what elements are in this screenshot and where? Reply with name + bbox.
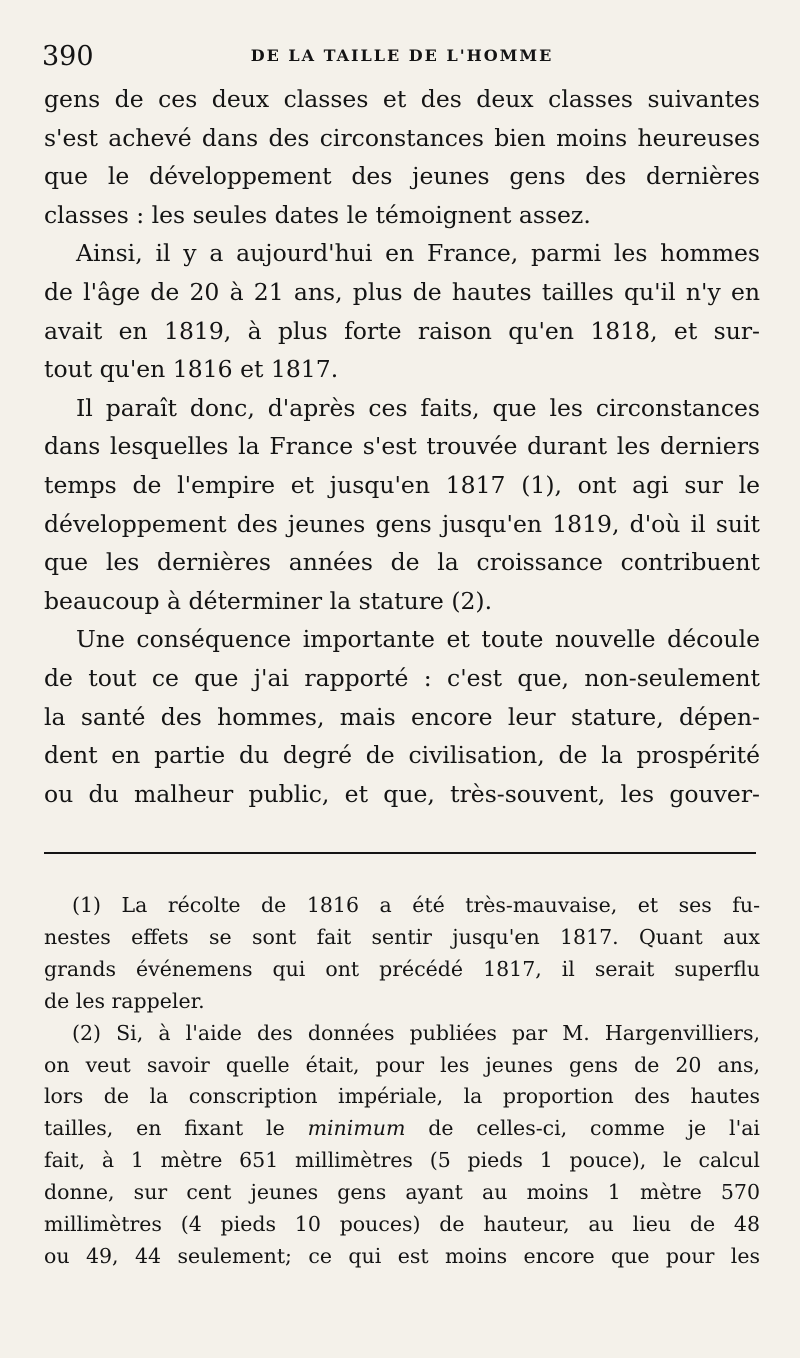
text-line: Une conséquence importante et toute nouvelle découle [76, 625, 760, 654]
text-line: temps de l'empire et jusqu'en 1817 (1), ont agi sur le [44, 470, 760, 499]
footnote-line [44, 1113, 760, 1145]
text-line: développement des jeunes gens jusqu'en 1819, d'où il suit [44, 509, 760, 538]
footnote-line: millimètres (4 pieds 10 pouces) de hauteur, au lieu de 48 [44, 1212, 760, 1237]
text-line: la santé des hommes, mais encore leur stature, dépen- [44, 702, 760, 731]
text-line: que les dernières années de la croissance contribuent [44, 548, 760, 577]
text-line: dans lesquelles la France s'est trouvée durant les derniers [44, 432, 760, 461]
page-header [42, 38, 762, 74]
text-line: gens de ces deux classes et des deux classes suivantes [44, 85, 760, 113]
text-line: Ainsi, il y a aujourd'hui en France, parmi les hommes [76, 239, 760, 268]
footnote-line: nestes effets se sont fait sentir jusqu'en 1817. Quant aux [44, 924, 760, 949]
text-line: beaucoup à déterminer la stature (2). [44, 586, 493, 615]
footnote-italic-word: minimum [307, 1116, 406, 1141]
footnote-line: de les rappeler. [44, 988, 205, 1013]
footnote-line: ou 49, 44 seulement; ce qui est moins encore que pour les [44, 1243, 760, 1268]
footnote-line: donne, sur cent jeunes gens ayant au moins 1 mètre 570 [44, 1180, 760, 1205]
footnote-line: lors de la conscription impériale, la proportion des hautes [44, 1084, 760, 1109]
text-line: tout qu'en 1816 et 1817. [44, 355, 339, 384]
text-line: que le développement des jeunes gens des dernières [44, 162, 760, 191]
page-number: 390 [42, 41, 94, 72]
text-line: classes : les seules dates le témoignent assez. [44, 200, 591, 229]
main-text [44, 80, 760, 813]
text-line: dent en partie du degré de civilisation, de la prospérité [44, 741, 760, 770]
running-title: DE LA TAILLE DE L'HOMME [250, 46, 554, 65]
footnote-line: grands événemens qui ont précédé 1817, il serait superflu [44, 956, 760, 981]
footnote-segment: de celles-ci, comme je l'ai [428, 1116, 760, 1141]
text-line: s'est achevé dans des circonstances bien moins heureuses [44, 123, 760, 152]
footnotes [44, 890, 760, 1273]
footnote-divider [44, 852, 756, 854]
text-line: Il paraît donc, d'après ces faits, que les circonstances [76, 393, 760, 422]
footnote-line: fait, à 1 mètre 651 millimètres (5 pieds 1 pouce), le calcul [44, 1148, 760, 1173]
footnote-line: (2) Si, à l'aide des données publiées par M. Hargenvilliers, [72, 1020, 760, 1045]
text-line: de l'âge de 20 à 21 ans, plus de hautes tailles qu'il n'y en [44, 277, 760, 306]
text-line: de tout ce que j'ai rapporté : c'est que, non-seulement [44, 663, 760, 692]
footnote-line: (1) La récolte de 1816 a été très-mauvaise, et ses fu- [72, 893, 760, 917]
text-line: ou du malheur public, et que, très-souvent, les gouver- [44, 779, 760, 808]
footnote-segment: tailles, en fixant le [44, 1116, 285, 1141]
footnote-line: on veut savoir quelle était, pour les jeunes gens de 20 ans, [44, 1052, 760, 1077]
text-line: avait en 1819, à plus forte raison qu'en 1818, et sur- [44, 316, 760, 345]
